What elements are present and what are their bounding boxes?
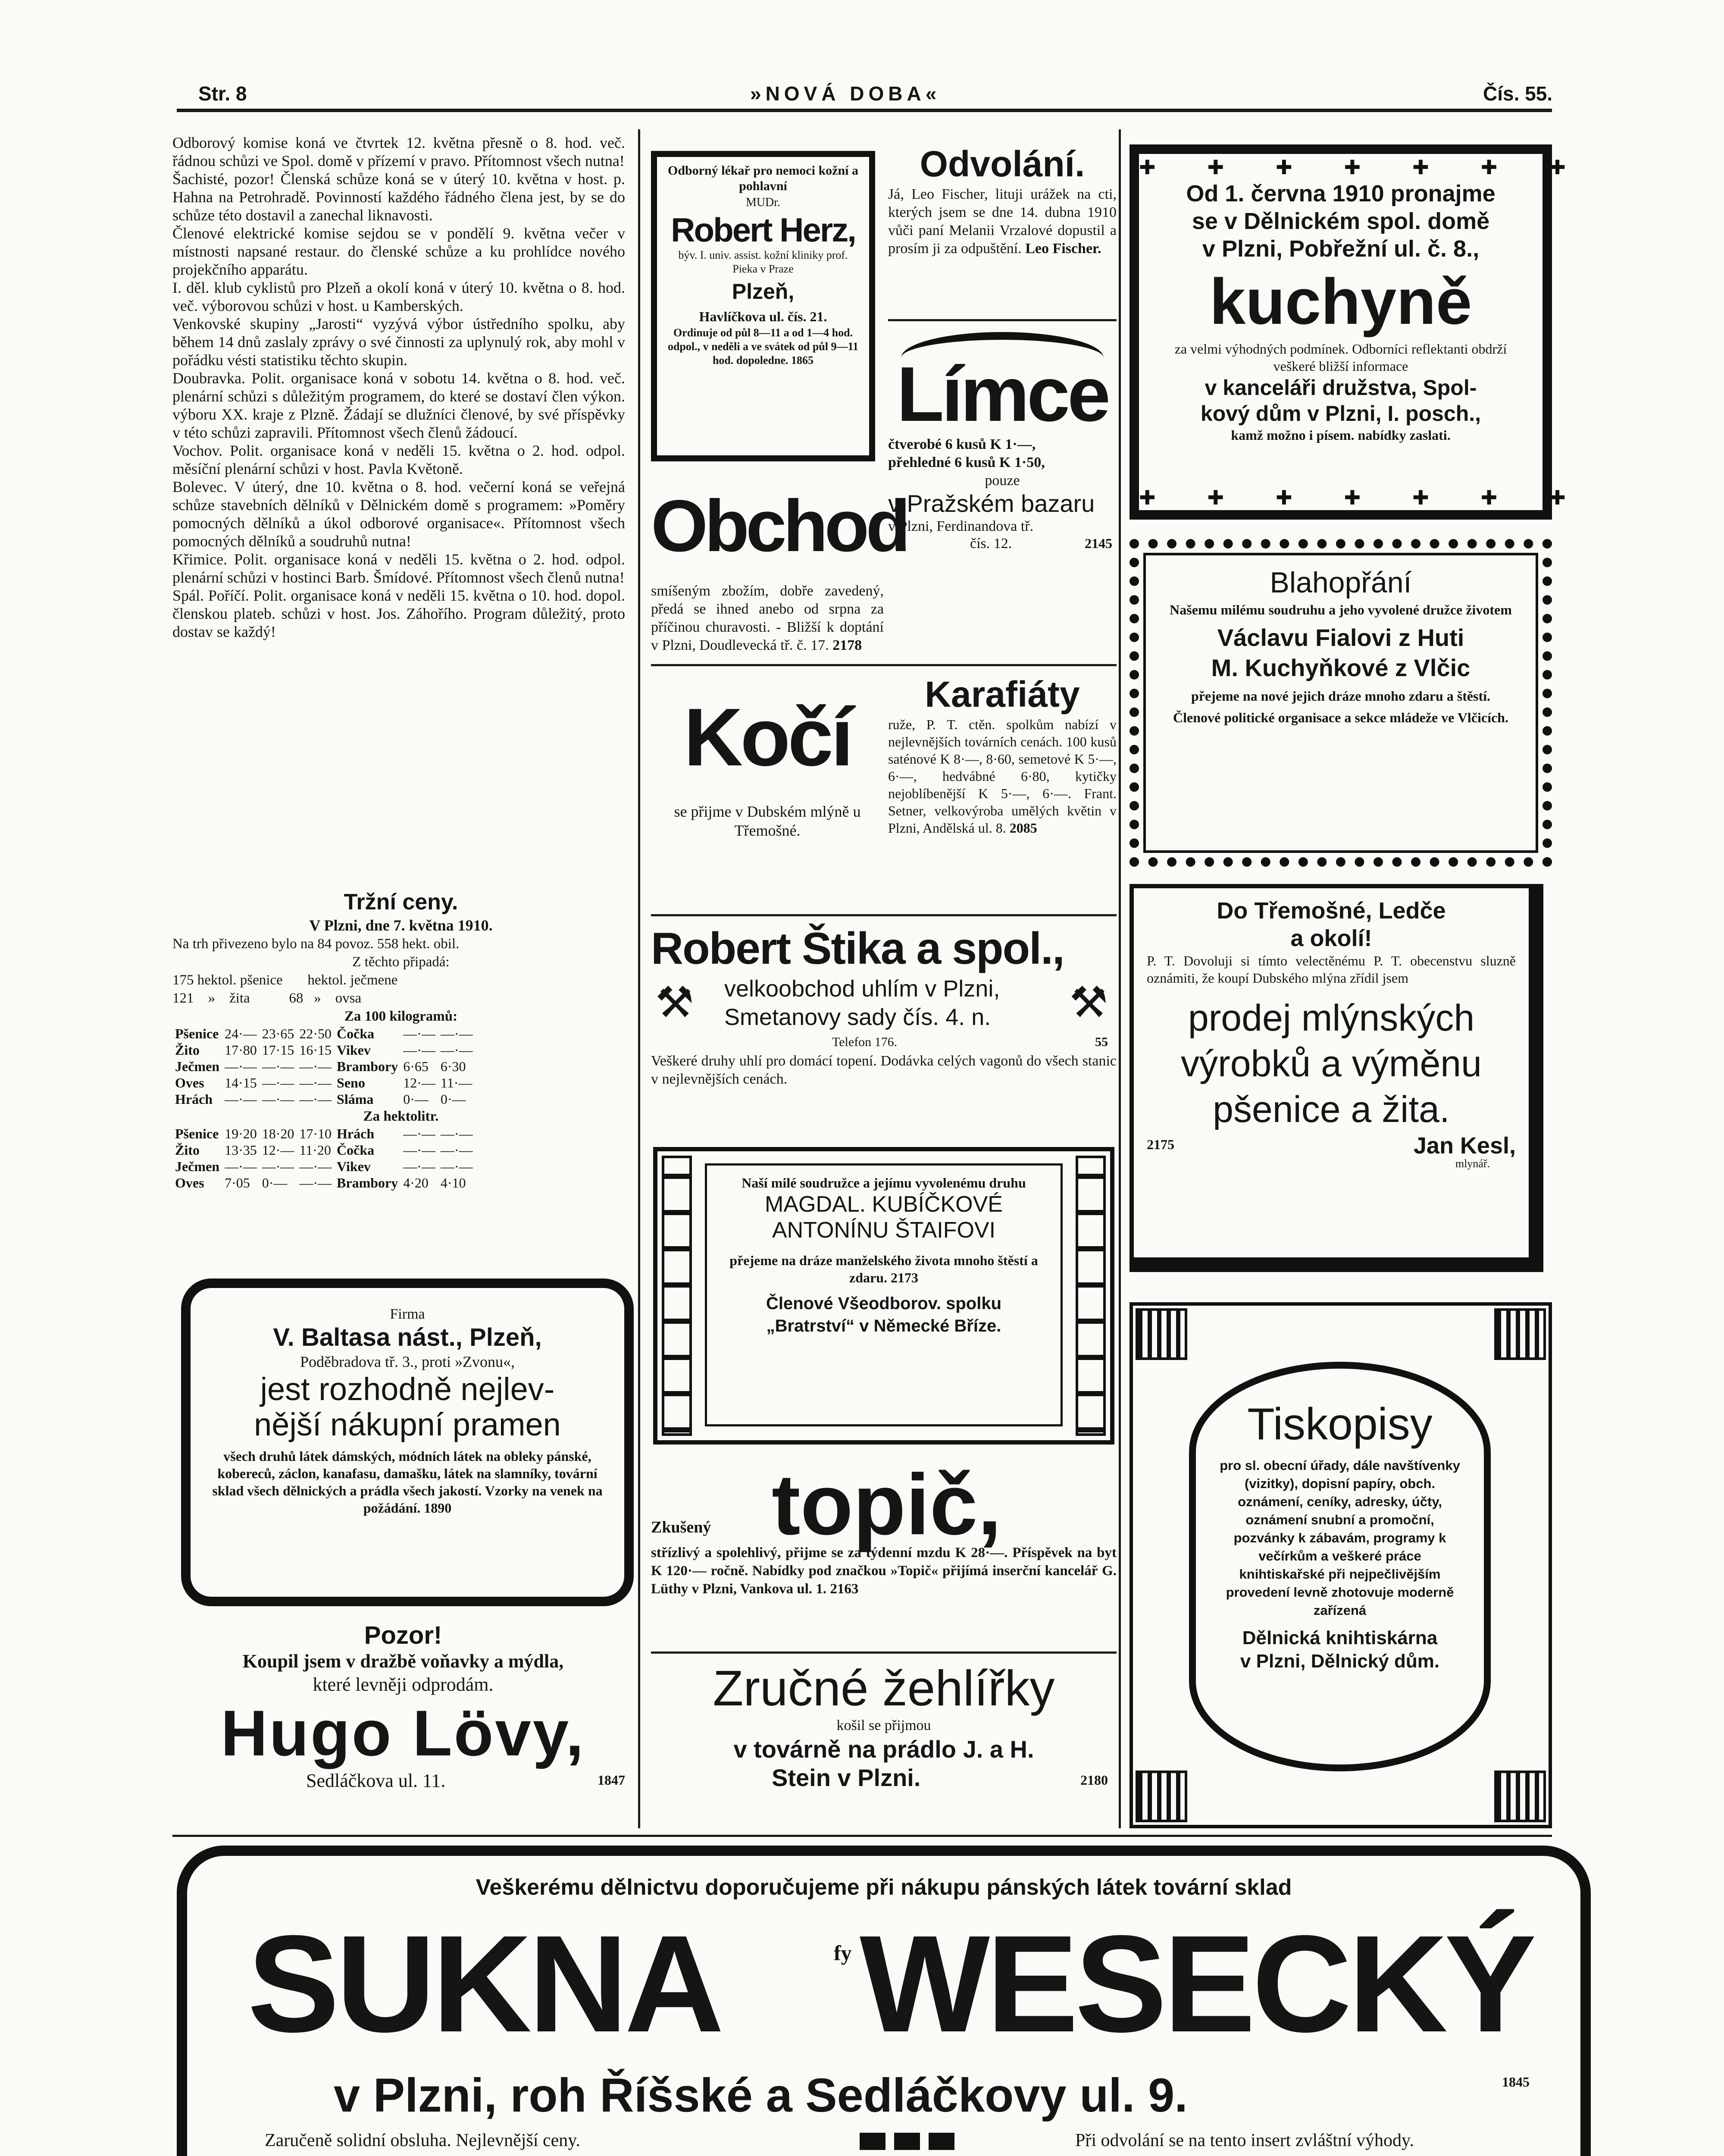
ad-topic-headline: topič, [772, 1457, 1002, 1553]
ad-limce-line: čtverobé 6 kusů K 1·—, [888, 436, 1036, 452]
ad-herz [651, 151, 875, 461]
price-cell: 16·15 [299, 1042, 332, 1058]
price-cell: —·— [440, 1126, 473, 1141]
ad-divider [651, 1651, 1117, 1654]
ad-limce-line: v Plzni, Ferdinandova tř. [888, 518, 1034, 534]
price-row [172, 1091, 476, 1107]
price-cell: —·— [225, 1091, 257, 1107]
ad-kuchyne-line: v Plzni, Pobřežní ul. č. 8., [1202, 236, 1480, 262]
ad-kesl-title: Do Třemošné, Ledče [1217, 898, 1446, 924]
ad-kubickova-lead: Naší milé soudružce a jejímu vyvolenému druhu [742, 1175, 1026, 1191]
price-row [172, 1075, 476, 1091]
ad-karafiaty-ref: 2085 [1009, 820, 1037, 836]
notice: Členové elektrické komise sejdou se v pondělí 9. května večer v místnosti napsané restaur. do členské schůze a ku prohlídce nového projekčního apparátu. [172, 225, 625, 278]
corner-ornament [1494, 1308, 1546, 1360]
corner-ornament [1136, 1771, 1187, 1822]
ad-kesl-ref: 2175 [1147, 1137, 1174, 1152]
price-cell: 11·20 [299, 1142, 331, 1158]
ad-obchod-ref: 2178 [832, 637, 862, 653]
ad-herz-city: Plzeň, [732, 279, 795, 304]
price-cell: Ječmen [175, 1059, 220, 1074]
ad-kubickova-wish [717, 1252, 1050, 1286]
ad-divider [651, 914, 1117, 916]
prices-title: Tržní ceny. [344, 890, 458, 915]
price-cell: —·— [299, 1059, 332, 1074]
ad-herz-title: MUDr. [745, 196, 781, 209]
notice: Spál. Poříčí. Polit. organisace koná v neděli 15. května o 10. hod. dopol. členskou plateb. schůzi v host. Jos. Záhořího. Program důležitý, proto dostav se každý! [172, 587, 625, 640]
ad-limce [888, 332, 1117, 554]
ad-stika-line: velkoobchod uhlím v Plzni, [724, 976, 1000, 1002]
price-row [172, 1025, 476, 1042]
ad-kuchyne-line: kový dům v Plzni, I. posch., [1200, 401, 1481, 426]
ad-baltasa-ref: 1890 [424, 1500, 452, 1516]
ad-kuchyne-line: se v Dělnickém spol. domě [1192, 208, 1490, 234]
price-cell: —·— [403, 1126, 435, 1141]
ad-baltasa-firma: Firma [390, 1306, 425, 1322]
ad-blahoprani-names: M. Kuchyňkové z Vlčic [1211, 654, 1471, 681]
ad-lovy-title: Pozor! [364, 1621, 442, 1649]
price-cell: —·— [440, 1159, 473, 1174]
ad-odvolani-body [888, 185, 1117, 258]
notice: Odborový komise koná ve čtvrtek 12. května přesně o 8. hod. več. řádnou schůzi ve Spol. domě v přízemí v pravo. Přítomnost všech nutna! [172, 134, 625, 169]
corner-ornament [1494, 1771, 1546, 1822]
ad-tiskopisy-sign: Dělnická knihtiskárna [1242, 1627, 1438, 1648]
prices-subtitle: Za hektolitr. [363, 1109, 439, 1124]
price-cell: Hrách [175, 1091, 213, 1107]
notice: I. děl. klub cyklistů pro Plzeň a okolí koná v úterý 10. května o 8. hod. več. výborovou schůzi v host. u Kamberských. [172, 279, 625, 314]
ad-wesecky-brand: WESECKÝ [860, 1906, 1533, 2061]
ad-karafiaty-headline: Karafiáty [925, 674, 1080, 714]
ad-kubickova-sign: Členové Všeodborov. spolku [766, 1294, 1002, 1313]
prices-line: Z těchto připadá: [352, 954, 450, 970]
price-cell: Oves [175, 1175, 204, 1191]
ornament-icon [860, 2133, 954, 2150]
ad-zehlirky-ref: 2180 [1080, 1772, 1108, 1788]
ad-kesl-body: P. T. Dovoluji si tímto velectěnému P. T. obecenstvu sluzně oznámiti, že koupí Dubského mlýna zřídil jsem [1147, 953, 1516, 986]
ad-tiskopisy-content [1215, 1396, 1465, 1673]
prices-line: 175 hektol. pšenice hektol. ječmene [172, 972, 398, 988]
price-row [172, 1058, 476, 1075]
ad-odvolani-text: Já, Leo Fischer, lituji urážek na cti, kterých jsem se dne 14. dubna 1910 vůči paní Melanii Vrzalové dopustil a prosím ji za odpuštění. [888, 186, 1117, 257]
price-cell: 0·— [403, 1091, 429, 1107]
ad-kuchyne [1130, 144, 1618, 520]
price-cell: Vikev [337, 1159, 371, 1174]
price-cell: 17·80 [225, 1042, 257, 1058]
price-cell: 4·20 [403, 1175, 429, 1191]
ad-limce-line: čís. 12. [970, 536, 1012, 552]
price-cell: —·— [440, 1142, 473, 1158]
ad-blahoprani-title: Blahopřání [1270, 566, 1412, 599]
notice: Bolevec. V úterý, dne 10. května o 8. hod. večerní koná se veřejná schůze stavebních dělníků v Dělnickém domě s programem: »Poměry pomocných dělníků a úkol odborové organisace«. Přítomnost všech pomocných dělníků a soudruhů nutna! [172, 478, 625, 550]
ad-obchod-headline: Obchod [651, 485, 907, 567]
price-cell: Pšenice [175, 1126, 219, 1141]
price-cell: —·— [262, 1075, 294, 1091]
hammers-icon: ⚒ [1069, 977, 1108, 1028]
price-cell: Ječmen [175, 1159, 220, 1174]
chain-border-left [662, 1156, 692, 1436]
prices-subtitle: Za 100 kilogramů: [344, 1009, 458, 1024]
ad-stika-headline: Robert Štika a spol., [651, 924, 1064, 974]
ad-kesl-role: mlynář. [1455, 1157, 1490, 1170]
price-cell: Žito [175, 1142, 200, 1158]
bottom-rule [172, 1835, 1552, 1837]
price-cell: 4·10 [440, 1175, 466, 1191]
ad-topic-prefix: Zkušený [651, 1518, 711, 1536]
newspaper-title: »NOVÁ DOBA« [750, 82, 941, 105]
ad-odvolani [888, 142, 1117, 258]
price-cell: 23·65 [262, 1026, 294, 1041]
prices-table-kg [172, 1025, 476, 1107]
column-divider [638, 129, 640, 1828]
ad-herz-name: Robert Herz, [671, 211, 855, 249]
ad-divider [651, 664, 1117, 666]
ad-stika-line: Smetanovy sady čís. 4. n. [724, 1004, 991, 1030]
ad-zehlirky-headline: Zručné žehlířky [713, 1660, 1055, 1716]
issue-number: Čís. 55. [1483, 82, 1553, 105]
ad-lovy-line: Koupil jsem v dražbě voňavky a mýdla, [242, 1651, 564, 1672]
notice: Doubravka. Polit. organisace koná v sobotu 14. května o 8. hod. več. plenární schůzi s důležitým programem, do které se dostaví člen výkon. výboru XX. kraje z Plzně. Žádají se dlužníci členové, by své příspěvky v této schůzi zapravili. Přítomnost všech členů žádoucí. [172, 370, 625, 441]
ad-limce-headline: Límce [896, 351, 1108, 438]
price-row [172, 1142, 476, 1158]
ad-kuchyne-body: za velmi výhodných podmínek. Odborníci reflektanti obdrží veškeré bližší informace [1174, 341, 1507, 374]
price-cell: 17·10 [299, 1126, 332, 1141]
ad-koci-body: se přijme v Dubském mlýně u Třemošné. [674, 803, 861, 839]
ad-wesecky-fy: fy [834, 1941, 852, 1965]
prices-line: 121 » žita 68 » ovsa [172, 990, 362, 1006]
ad-blahoprani-lead: Našemu milému soudruhu a jeho vyvolené družce životem [1170, 602, 1512, 617]
ad-kesl-title: a okolí! [1290, 925, 1372, 951]
price-cell: —·— [403, 1159, 435, 1174]
price-cell: —·— [262, 1159, 294, 1174]
cross-ornaments-top: ✚✚✚✚✚✚✚ [1139, 156, 1618, 179]
ad-zehlirky-line: v továrně na prádlo J. a H. [733, 1736, 1034, 1763]
price-row [172, 1175, 476, 1191]
ad-limce-line: přehledné 6 kusů K 1·50, [888, 454, 1045, 470]
price-cell: —·— [403, 1142, 435, 1158]
ad-blahoprani [1130, 539, 1552, 867]
price-cell: —·— [299, 1091, 332, 1107]
price-cell: 24·— [225, 1026, 257, 1041]
ad-karafiaty [888, 673, 1117, 837]
ad-topic-ref: 2163 [830, 1581, 859, 1597]
prices-line: Na trh přivezeno bylo na 84 povoz. 558 hekt. obil. [172, 936, 460, 952]
ad-kesl [1130, 884, 1543, 1272]
ad-herz-lead: Odborný lékař pro nemoci kožní a pohlavní [668, 163, 858, 193]
price-cell: 6·30 [440, 1059, 466, 1074]
ad-wesecky-address: v Plzni, roh Říšské a Sedláčkovy ul. 9. [334, 2069, 1188, 2122]
price-cell: 6·65 [403, 1059, 429, 1074]
price-cell: Vikev [337, 1042, 371, 1058]
ad-kubickova-names: MAGDAL. KUBÍČKOVÉ [765, 1192, 1003, 1217]
corner-ornament [1136, 1308, 1187, 1360]
ad-tiskopisy-body: pro sl. obecní úřady, dále navštívenky (vizitky), dopisní papíry, obch. oznámení, ceníky, adresky, účty, oznámení snubní a promoční, pozvánky k zábavám, programy k večírkům a veškeré práce knihtiskařské při nejpečlivějším provedení levně zhotovuje moderně zařízená [1220, 1458, 1460, 1618]
ad-stika-ref: 55 [1095, 1035, 1108, 1049]
ad-koci [651, 673, 884, 840]
ad-obchod-text: smíšeným zbožím, dobře zavedený, předá se ihned anebo od srpna za příčinou churavosti. - Bližší k doptání v Plzni, Doudlevecká tř. č. 17. [651, 583, 884, 653]
ad-baltasa-name: V. Baltasa nást., Plzeň, [273, 1323, 542, 1351]
ad-wesecky-right-note: Při odvolání se na tento insert zvláštní výhody. [1075, 2131, 1414, 2150]
price-row [172, 1125, 476, 1142]
ad-herz-hours-text: Ordinuje od půl 8—11 a od 1—4 hod. odpol., v neděli a ve svátek od půl 9—11 hod. dopoledne. [667, 326, 859, 367]
price-cell: —·— [225, 1059, 257, 1074]
price-cell: 11·— [440, 1075, 472, 1091]
price-cell: —·— [299, 1175, 332, 1191]
ad-koci-headline: Kočí [684, 692, 851, 783]
price-cell: —·— [299, 1075, 332, 1091]
ad-herz-street: Havlíčkova ul. čís. 21. [699, 309, 827, 324]
price-cell: 14·15 [225, 1075, 257, 1091]
column-notices [172, 134, 625, 641]
ad-kubickova-sign: „Bratrství“ v Německé Břízе. [766, 1316, 1001, 1335]
ad-zehlirky-line: košil se přijmou [836, 1717, 931, 1733]
ad-stika [651, 923, 1117, 1088]
ad-obchod-body [651, 582, 884, 655]
ad-kubickova [653, 1147, 1114, 1445]
ad-herz-hours [666, 326, 860, 367]
ad-lovy-line: které levněji odprodám. [313, 1674, 494, 1695]
ad-odvolani-title: Odvolání. [920, 144, 1085, 184]
ad-kuchyne-line: v kanceláři družstva, Spol- [1205, 376, 1477, 400]
ad-kubickova-wish-text: přejeme na dráze manželského života mnoho štěstí a zdaru. [729, 1253, 1038, 1285]
ad-wesecky-ref: 1845 [1502, 2074, 1530, 2090]
ad-tiskopisy-headline: Tiskopisy [1247, 1399, 1433, 1449]
price-cell: Žito [175, 1042, 200, 1058]
ad-kubickova-inner [705, 1163, 1063, 1426]
ad-kesl-headline: pšenice a žita. [1213, 1089, 1450, 1130]
price-cell: —·— [262, 1091, 294, 1107]
price-cell: 0·— [440, 1091, 466, 1107]
ad-kesl-headline: výrobků a výměnu [1181, 1043, 1482, 1084]
ad-herz-credentials: býv. I. univ. assist. kožní kliniky prof. Pieka v Praze [678, 249, 848, 275]
ad-obchod [651, 470, 907, 655]
column-divider [1119, 129, 1121, 1828]
ad-blahoprani-wish: přejeme na nové jejich dráze mnoho zdaru a štěstí. [1191, 688, 1491, 704]
price-cell: 12·— [262, 1142, 294, 1158]
ad-kubickova-names: ANTONÍNU ŠTAIFOVI [772, 1218, 996, 1243]
ad-karafiaty-body [888, 716, 1117, 837]
ad-baltasa-text: všech druhů látek dámských, módních látek na obleky pánské, kobereců, záclon, kanafasu, damašku, látek na slamníky, tovární sklad všech dělnických a prádla všech jakostí. Vzorky na venek na požádání. [212, 1448, 603, 1516]
ad-wesecky-brand: SUKNA [247, 1906, 721, 2061]
price-cell: —·— [225, 1159, 257, 1174]
price-cell: —·— [440, 1042, 473, 1058]
ad-blahoprani-sign: Členové politické organisace a sekce mládeže ve Vlčicích. [1173, 710, 1508, 725]
market-prices [172, 888, 629, 1191]
price-cell: 12·— [403, 1075, 435, 1091]
price-cell: 0·— [262, 1175, 288, 1191]
notice: Křimice. Polit. organisace koná v neděli 15. května o 2. hod. odpol. plenární schůzi v hostinci Barb. Šmídové. Přítomnost všech členů nutna! [172, 551, 625, 586]
notice: Vochov. Polit. organisace koná v neděli 15. května o 2. hod. odpol. měsíční plenární schůzi v host. Pavla Květoně. [172, 442, 625, 477]
ad-wesecky-left-note: Zaručeně solidní obsluha. Nejlevnější ceny. [265, 2131, 581, 2150]
ad-lovy-address: Sedláčkova ul. 11. [306, 1770, 446, 1791]
ad-kuchyne-headline: kuchyně [1209, 265, 1472, 338]
price-cell: 13·35 [225, 1142, 257, 1158]
price-cell: —·— [403, 1042, 435, 1058]
chain-border-right [1076, 1156, 1106, 1436]
ad-herz-ref: 1865 [791, 354, 814, 367]
ad-topic-text: střízlivý a spolehlivý, přijme se za týdenní mzdu K 28·—. Příspěvek na byt K 120·— ročně. Nabídky pod značkou »Topič« přijímá inserční kancelář G. Lüthy v Plzni, Vankova ul. 1. [651, 1545, 1117, 1597]
ad-topic [651, 1457, 1117, 1598]
page-number: Str. 8 [198, 82, 247, 105]
ad-blahoprani-names: Václavu Fialovi z Huti [1217, 624, 1464, 651]
price-cell: Sláma [337, 1091, 374, 1107]
ad-lovy-name: Hugo Lövy, [221, 1697, 585, 1769]
ad-limce-line: pouze [985, 473, 1020, 489]
cross-ornaments-bottom: ✚✚✚✚✚✚✚ [1139, 486, 1618, 509]
ad-zehlirky-line: Stein v Plzni. [772, 1764, 921, 1791]
ad-divider [888, 319, 1117, 321]
ad-tiskopisy [1130, 1302, 1552, 1828]
price-cell: Brambory [337, 1175, 398, 1191]
ad-baltasa-headline: jest rozhodně nejlev- [260, 1371, 555, 1407]
ad-baltasa [181, 1279, 634, 1606]
ad-baltasa-body [212, 1448, 603, 1517]
ad-odvolani-sign: Leo Fischer. [1025, 241, 1101, 257]
notice: Šachisté, pozor! Členská schůze koná se v úterý 10. května v host. p. Hahna na Petrohradě. Povinností každého řádného člena jest, by se do schůze této dostavil a zanechal liknavosti. [172, 170, 625, 224]
price-cell: —·— [262, 1059, 294, 1074]
header-rule [177, 109, 1552, 112]
ad-baltasa-headline: nější nákupní pramen [254, 1407, 561, 1442]
ad-karafiaty-text: ruže, P. T. ctěn. spolkům nabízí v nejlevnějších továrních cenách. 100 kusů saténové K 8·—, 8·60, semetové K 5·—, 6·—, hedvábné 6·80, kytičky nejoblíbenější K 5·—, 6·—. Frant. Setner, velkovýroba umělých květin v Plzni, Andělská ul. 8. [888, 717, 1117, 836]
price-cell: 7·05 [225, 1175, 250, 1191]
ad-kesl-name: Jan Kesl, [1413, 1133, 1516, 1159]
price-row [172, 1158, 476, 1175]
ad-tiskopisy-sign: v Plzni, Dělnický dům. [1240, 1651, 1440, 1672]
ad-stika-phone: Telefon 176. [832, 1035, 898, 1049]
price-cell: 17·15 [262, 1042, 294, 1058]
ad-limce-ref: 2145 [1085, 536, 1112, 551]
ad-wesecky [177, 1846, 1591, 2156]
ad-limce-line: v Pražském bazaru [888, 490, 1095, 517]
price-cell: Hrách [337, 1126, 375, 1141]
price-cell: Brambory [337, 1059, 398, 1074]
prices-dateline: V Plzni, dne 7. května 1910. [309, 917, 493, 934]
price-cell: —·— [299, 1159, 332, 1174]
ad-baltasa-address: Poděbradova tř. 3., proti »Zvonu«, [300, 1353, 515, 1370]
price-cell: 18·20 [262, 1126, 294, 1141]
ad-lovy-ref: 1847 [598, 1772, 625, 1788]
prices-table-hl [172, 1125, 476, 1191]
ad-wesecky-lead: Veškerému dělnictvu doporučujeme při nákupu pánských látek tovární sklad [476, 1875, 1292, 1900]
ad-stika-body: Veškeré druhy uhlí pro domácí topení. Dodávka celých vagonů do všech stanic v nejlevnějších cenách. [651, 1053, 1117, 1087]
ad-kuchyne-line: Od 1. června 1910 pronajme [1186, 181, 1496, 207]
price-row [172, 1042, 476, 1058]
notice: Venkovské skupiny „Jarosti“ vyzývá výbor ústředního spolku, aby během 14 dnů zaslaly zprávy o své činnosti za uplynulý rok, aby mohl v pořádku vésti statistiku těchto skupin. [172, 315, 625, 369]
ad-kubickova-ref: 2173 [891, 1270, 918, 1285]
price-cell: —·— [403, 1026, 435, 1041]
hammers-icon: ⚒ [655, 977, 694, 1028]
ad-lovy [172, 1621, 634, 1792]
ad-kesl-headline: prodej mlýnských [1188, 997, 1475, 1039]
ad-zehlirky [651, 1660, 1117, 1792]
price-cell: —·— [440, 1026, 473, 1041]
price-cell: Čočka [337, 1142, 375, 1158]
price-cell: Seno [337, 1075, 365, 1091]
ad-kuchyne-line: kamž možno i písem. nabídky zaslati. [1231, 427, 1451, 443]
price-cell: 22·50 [299, 1026, 332, 1041]
price-cell: 19·20 [225, 1126, 257, 1141]
price-cell: Oves [175, 1075, 204, 1091]
price-cell: Pšenice [175, 1026, 219, 1041]
price-cell: Čočka [337, 1026, 375, 1041]
